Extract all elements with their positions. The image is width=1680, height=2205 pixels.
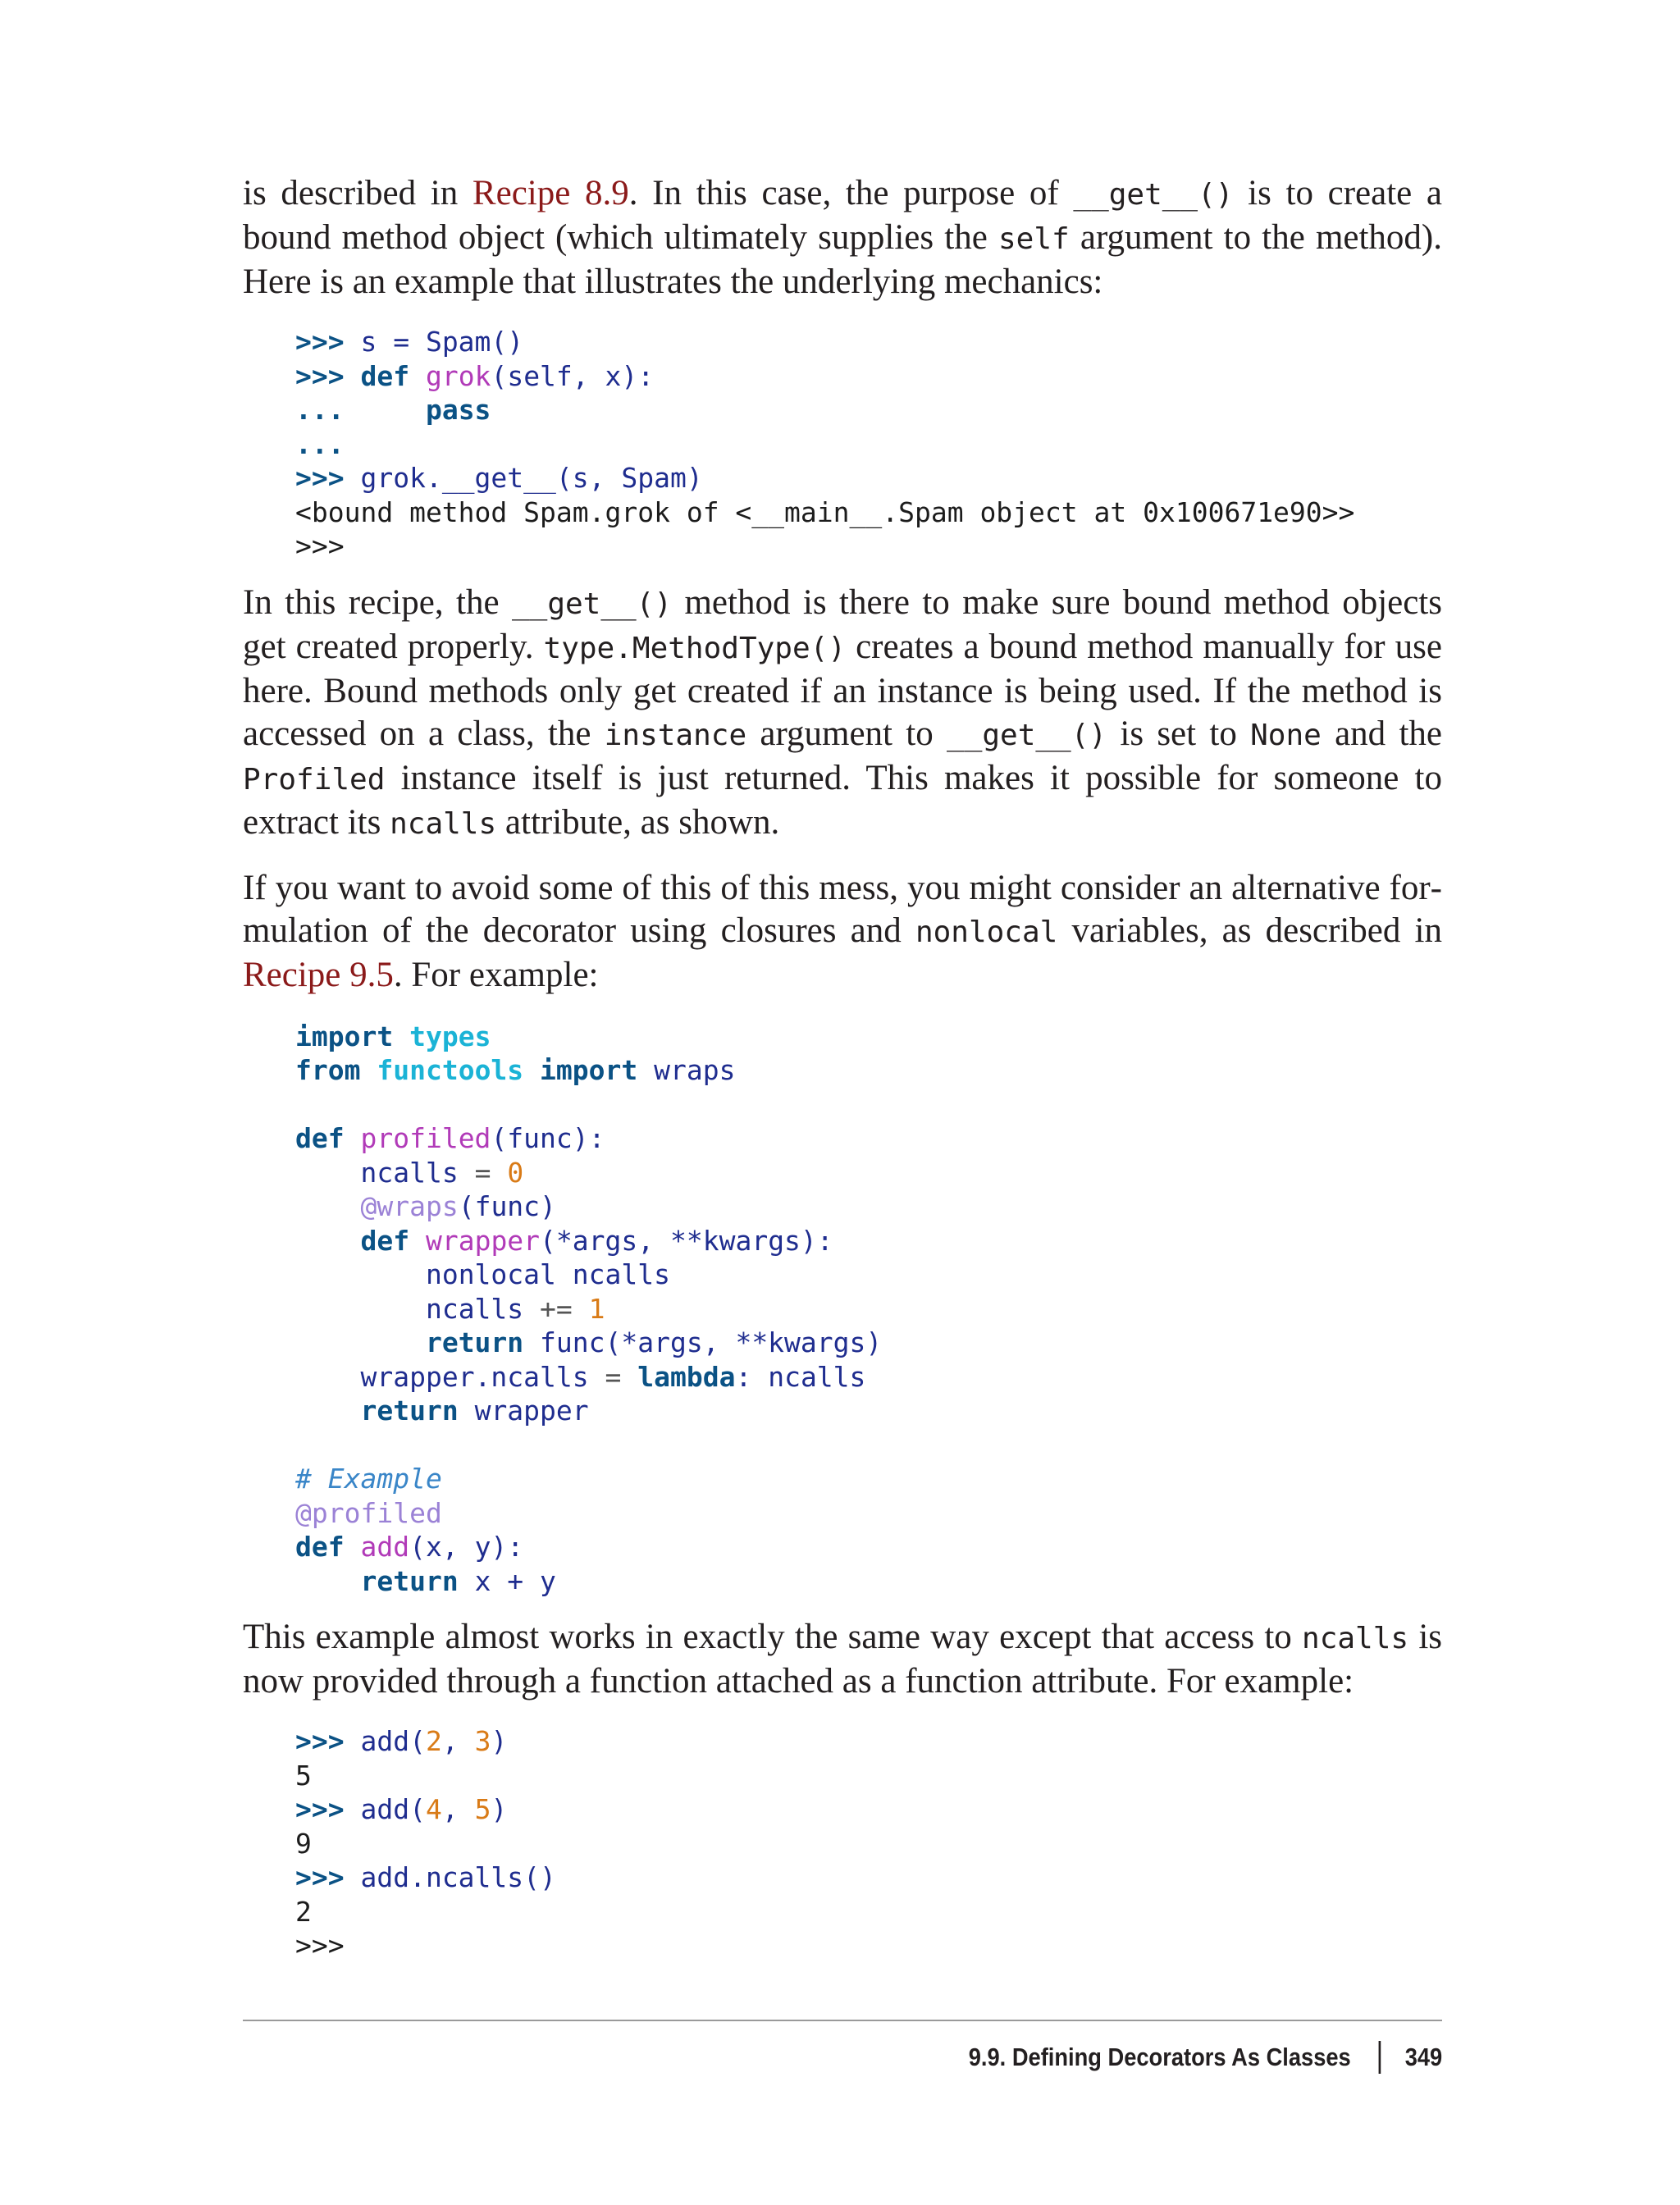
repl-prompt: >>> — [295, 462, 345, 494]
text: argument to the method). Here is an example that illustrates the underlying mechanics: — [243, 218, 1443, 301]
inline-code: __get__() — [511, 587, 673, 621]
function-name: wrapper — [425, 1224, 541, 1257]
text: is to create a bound method object (which ultimately supplies the — [243, 174, 1442, 257]
function-name: grok — [425, 359, 491, 392]
code-comment: # Example — [295, 1463, 442, 1495]
code-text: wrapper.ncalls — [360, 1360, 589, 1393]
keyword: return — [425, 1326, 524, 1358]
code-text: add( — [344, 1725, 426, 1757]
module-name: types — [409, 1020, 491, 1052]
keyword: def — [295, 1531, 345, 1563]
text: . In this case, the purpose of — [628, 174, 1074, 212]
code-text: , — [441, 1725, 475, 1757]
code-text: s = Spam() — [344, 326, 524, 358]
repl-output: 9 — [295, 1827, 312, 1860]
code-text: grok.__get__(s, Spam) — [344, 462, 703, 494]
inline-code: nonlocal — [915, 915, 1058, 949]
code-text: (self, x): — [491, 359, 655, 392]
inline-code: None — [1250, 718, 1322, 752]
decorator: @wraps — [360, 1190, 459, 1222]
keyword: import — [540, 1054, 638, 1086]
text: and the — [1321, 714, 1442, 753]
repl-prompt: >>> — [295, 359, 345, 392]
recipe-9-5-link[interactable]: Recipe 9.5 — [243, 955, 394, 994]
text: argument to — [746, 714, 947, 753]
code-text: wrapper — [458, 1395, 589, 1427]
text: instance itself is just returned. This makes it possible for someone to extract its — [243, 758, 1442, 842]
text: attribute, as shown. — [496, 802, 780, 842]
number: 2 — [425, 1725, 442, 1757]
code-block-repl-grok — [243, 325, 1442, 564]
code-block-repl-add — [243, 1724, 1442, 1963]
number: 0 — [507, 1156, 524, 1189]
repl-prompt: >>> — [295, 1929, 345, 1961]
repl-output: <bound method Spam.grok of <__main__.Spam object at 0x100671e90>> — [295, 495, 1355, 528]
code-text: ) — [491, 1793, 508, 1825]
repl-prompt: >>> — [295, 326, 345, 358]
keyword: lambda — [637, 1360, 736, 1393]
repl-continuation: ... — [295, 427, 345, 460]
repl-prompt: >>> — [295, 1725, 345, 1757]
recipe-8-9-link[interactable]: Recipe 8.9 — [472, 174, 629, 212]
footer-content — [969, 2041, 1442, 2074]
inline-code: instance — [604, 718, 747, 752]
repl-prompt: >>> — [295, 1861, 345, 1893]
inline-code: ncalls — [1302, 1622, 1409, 1655]
repl-continuation: ... — [295, 394, 345, 426]
page-footer — [243, 2020, 1442, 2071]
operator: += — [540, 1292, 573, 1325]
inline-code: __get__() — [947, 718, 1107, 752]
keyword: def — [295, 1122, 345, 1154]
text: This example almost works in exactly the same way except that access to — [243, 1618, 1303, 1656]
text: In this recipe, the — [243, 582, 512, 622]
number: 4 — [425, 1793, 442, 1825]
code-text: ncalls — [360, 1156, 459, 1189]
paragraph-3 — [243, 867, 1442, 997]
code-text: add( — [344, 1793, 426, 1825]
paragraph-4 — [243, 1616, 1442, 1703]
keyword: return — [360, 1395, 459, 1427]
page-content — [243, 172, 1442, 1963]
code-text: ) — [491, 1725, 508, 1757]
repl-output: 5 — [295, 1759, 312, 1792]
inline-code: self — [998, 222, 1070, 256]
code-text: wraps — [654, 1054, 736, 1086]
code-text: x + y — [458, 1564, 556, 1597]
inline-code: __get__() — [1073, 178, 1234, 212]
paragraph-1 — [243, 172, 1442, 304]
text: variables, as described in — [1057, 911, 1442, 950]
inline-code: ncalls — [390, 806, 497, 841]
repl-prompt: >>> — [295, 530, 345, 562]
code-text: (x, y): — [409, 1531, 524, 1563]
text: . For example: — [393, 955, 599, 994]
code-block-profiled-closure — [243, 1020, 1442, 1599]
code-text: nonlocal ncalls — [425, 1258, 670, 1290]
code-text: : ncalls — [735, 1360, 866, 1393]
footer-separator — [1378, 2041, 1381, 2074]
text: is described in — [243, 174, 472, 212]
text: method is there to make sure bound method objects get created properly. — [243, 582, 1442, 666]
decorator: @profiled — [295, 1496, 442, 1529]
keyword: import — [295, 1020, 394, 1052]
code-text: (func): — [491, 1122, 605, 1154]
operator: = — [458, 1156, 508, 1189]
module-name: functools — [377, 1054, 524, 1086]
footer-section-title: 9.9. Defining Decorators As Classes — [968, 2043, 1351, 2071]
operator: = — [588, 1360, 638, 1393]
text: is set to — [1107, 714, 1251, 753]
code-text: (*args, **kwargs): — [540, 1224, 833, 1257]
code-text: (func) — [458, 1190, 556, 1222]
code-text: , — [441, 1793, 475, 1825]
code-text: func(*args, **kwargs) — [523, 1326, 883, 1358]
number: 1 — [588, 1292, 605, 1325]
code-text: ncalls — [425, 1292, 541, 1325]
keyword: def — [360, 359, 410, 392]
paragraph-2 — [243, 582, 1442, 846]
function-name: profiled — [360, 1122, 491, 1154]
repl-output: 2 — [295, 1895, 312, 1928]
text: creates a bound method manually for use here. Bound methods only get created if an instance is being used. If the method is accessed on a class, the — [243, 627, 1442, 753]
function-name: add — [360, 1531, 410, 1563]
keyword: from — [295, 1054, 361, 1086]
keyword: def — [360, 1224, 410, 1257]
number: 5 — [474, 1793, 491, 1825]
page-number: 349 — [1404, 2043, 1442, 2071]
keyword: return — [360, 1564, 459, 1597]
inline-code: type.MethodType() — [543, 631, 846, 665]
text: is now provided through a function attached as a function attribute. For example: — [243, 1618, 1442, 1701]
code-text: add.ncalls() — [344, 1861, 556, 1893]
number: 3 — [474, 1725, 491, 1757]
keyword: pass — [425, 394, 491, 426]
inline-code: Profiled — [243, 762, 386, 797]
repl-prompt: >>> — [295, 1793, 345, 1825]
text: If you want to avoid some of this of this mess, you might consider an alternative formulation of the decorator using closures and — [243, 868, 1442, 950]
